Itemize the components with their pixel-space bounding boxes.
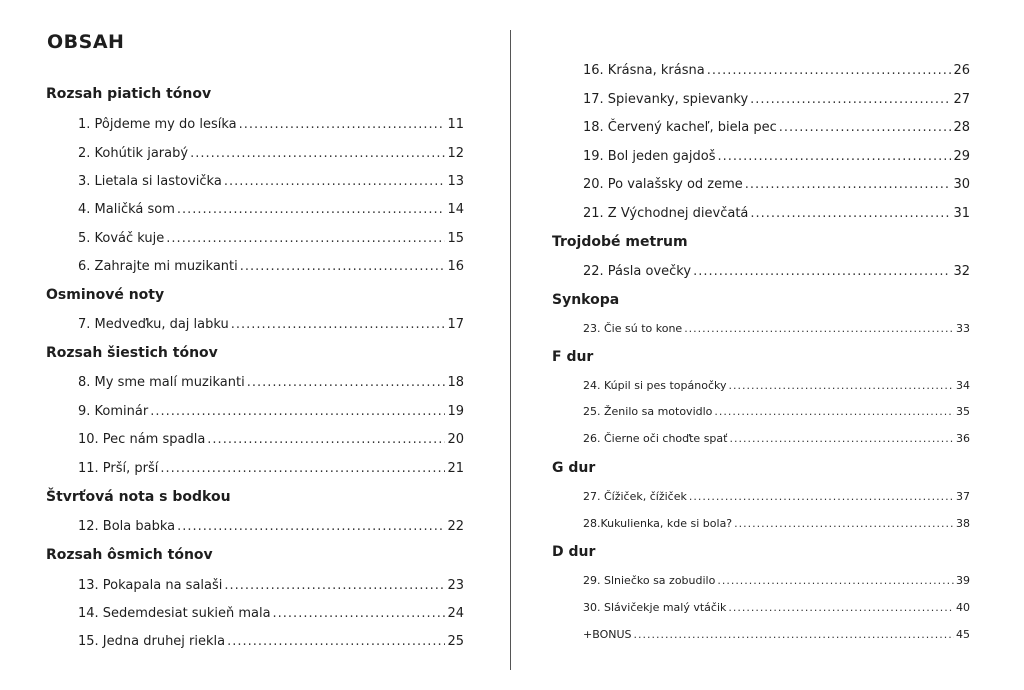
- section-heading: Rozsah piatich tónov: [46, 86, 212, 102]
- entry-title: 27. Čížiček, čížiček: [583, 490, 687, 503]
- dot-leader: [745, 177, 952, 192]
- section-heading: Rozsah šiestich tónov: [46, 345, 218, 361]
- entry-title: 6. Zahrajte mi muzikanti: [78, 259, 238, 274]
- section-heading: D dur: [552, 544, 596, 560]
- entry-page: 17: [447, 317, 464, 332]
- toc-entry: [583, 379, 970, 392]
- entry-page: 35: [956, 405, 970, 418]
- dot-leader: [728, 379, 954, 392]
- dot-leader: [750, 206, 951, 221]
- entry-title: +BONUS: [583, 628, 632, 641]
- entry-title: 12. Bola babka: [78, 519, 176, 534]
- toc-entry: [583, 601, 970, 614]
- entry-page: 27: [953, 92, 970, 107]
- dot-leader: [779, 120, 952, 135]
- dot-leader: [689, 490, 954, 503]
- entry-page: 18: [447, 375, 464, 390]
- entry-title: 19. Bol jeden gajdoš: [583, 149, 716, 164]
- entry-page: 16: [447, 259, 464, 274]
- entry-title: 18. Červený kacheľ, biela pec: [583, 120, 777, 135]
- entry-page: 19: [447, 404, 464, 419]
- entry-page: 30: [953, 177, 970, 192]
- entry-page: 14: [447, 202, 464, 217]
- entry-page: 26: [953, 63, 970, 78]
- toc-entry: [583, 206, 970, 221]
- entry-page: 31: [953, 206, 970, 221]
- entry-page: 12: [447, 146, 464, 161]
- entry-page: 39: [956, 574, 970, 587]
- toc-entry: [583, 120, 970, 135]
- entry-title: 2. Kohútik jarabý: [78, 146, 189, 161]
- entry-title: 24. Kúpil si pes topánočky: [583, 379, 727, 392]
- toc-entry: [583, 628, 970, 641]
- entry-page: 33: [956, 322, 970, 335]
- dot-leader: [729, 432, 954, 445]
- entry-page: 20: [447, 432, 464, 447]
- toc-entry: [583, 149, 970, 164]
- entry-page: 40: [956, 601, 970, 614]
- section-heading: Osminové noty: [46, 287, 165, 303]
- dot-leader: [717, 574, 954, 587]
- section-heading: G dur: [552, 460, 596, 476]
- entry-title: 26. Čierne oči choďte spať: [583, 432, 728, 445]
- entry-title: 9. Kominár: [78, 404, 149, 419]
- entry-title: 29. Slniečko sa zobudilo: [583, 574, 716, 587]
- section-heading: Synkopa: [552, 292, 620, 308]
- entry-title: 4. Maličká som: [78, 202, 175, 217]
- entry-page: 21: [447, 461, 464, 476]
- page-title: OBSAH: [47, 31, 125, 53]
- entry-page: 45: [956, 628, 970, 641]
- toc-entry: [583, 432, 970, 445]
- entry-page: 13: [447, 174, 464, 189]
- entry-title: 13. Pokapala na salaši: [78, 578, 223, 593]
- entry-page: 24: [447, 606, 464, 621]
- entry-title: 25. Ženilo sa motovidlo: [583, 405, 713, 418]
- entry-title: 8. My sme malí muzikanti: [78, 375, 245, 390]
- entry-page: 15: [447, 231, 464, 246]
- section-heading: Štvrťová nota s bodkou: [46, 489, 231, 505]
- entry-page: 34: [956, 379, 970, 392]
- dot-leader: [693, 264, 951, 279]
- dot-leader: [734, 517, 954, 530]
- dot-leader: [728, 601, 954, 614]
- section-heading: Rozsah ôsmich tónov: [46, 547, 213, 563]
- entry-page: 36: [956, 432, 970, 445]
- toc-entry: [583, 490, 970, 503]
- toc-entry: [583, 264, 970, 279]
- dot-leader: [750, 92, 951, 107]
- entry-title: 21. Z Východnej dievčatá: [583, 206, 749, 221]
- entry-title: 11. Prší, prší: [78, 461, 159, 476]
- toc-entry: [583, 322, 970, 335]
- entry-title: 30. Slávičekje malý vtáčik: [583, 601, 727, 614]
- dot-leader: [717, 149, 951, 164]
- entry-page: 28: [953, 120, 970, 135]
- entry-title: 17. Spievanky, spievanky: [583, 92, 749, 107]
- entry-page: 23: [447, 578, 464, 593]
- dot-leader: [714, 405, 954, 418]
- entry-title: 3. Lietala si lastovička: [78, 174, 222, 189]
- toc-entry: [583, 63, 970, 78]
- entry-title: 28.Kukulienka, kde si bola?: [583, 517, 733, 530]
- entry-page: 37: [956, 490, 970, 503]
- entry-title: 22. Pásla ovečky: [583, 264, 692, 279]
- entry-title: 10. Pec nám spadla: [78, 432, 206, 447]
- dot-leader: [634, 628, 955, 641]
- entry-title: 1. Pôjdeme my do lesíka: [78, 117, 237, 132]
- entry-title: 5. Kováč kuje: [78, 231, 165, 246]
- entry-title: 20. Po valašsky od zeme: [583, 177, 743, 192]
- entry-title: 14. Sedemdesiat sukieň mala: [78, 606, 271, 621]
- section-heading: Trojdobé metrum: [552, 234, 688, 250]
- toc-entry: [583, 405, 970, 418]
- entry-title: 23. Čie sú to kone: [583, 322, 683, 335]
- dot-leader: [684, 322, 954, 335]
- entry-title: 15. Jedna druhej riekla: [78, 634, 226, 649]
- dot-leader: [707, 63, 952, 78]
- entry-title: 16. Krásna, krásna: [583, 63, 705, 78]
- toc-entry: [583, 92, 970, 107]
- entry-page: 38: [956, 517, 970, 530]
- toc-entry: [583, 517, 970, 530]
- entry-page: 11: [447, 117, 464, 132]
- entry-page: 25: [447, 634, 464, 649]
- section-heading: F dur: [552, 349, 594, 365]
- toc-entry: [583, 574, 970, 587]
- entry-page: 29: [953, 149, 970, 164]
- toc-entry: [583, 177, 970, 192]
- entry-page: 32: [953, 264, 970, 279]
- entry-page: 22: [447, 519, 464, 534]
- entry-title: 7. Medveďku, daj labku: [78, 317, 229, 332]
